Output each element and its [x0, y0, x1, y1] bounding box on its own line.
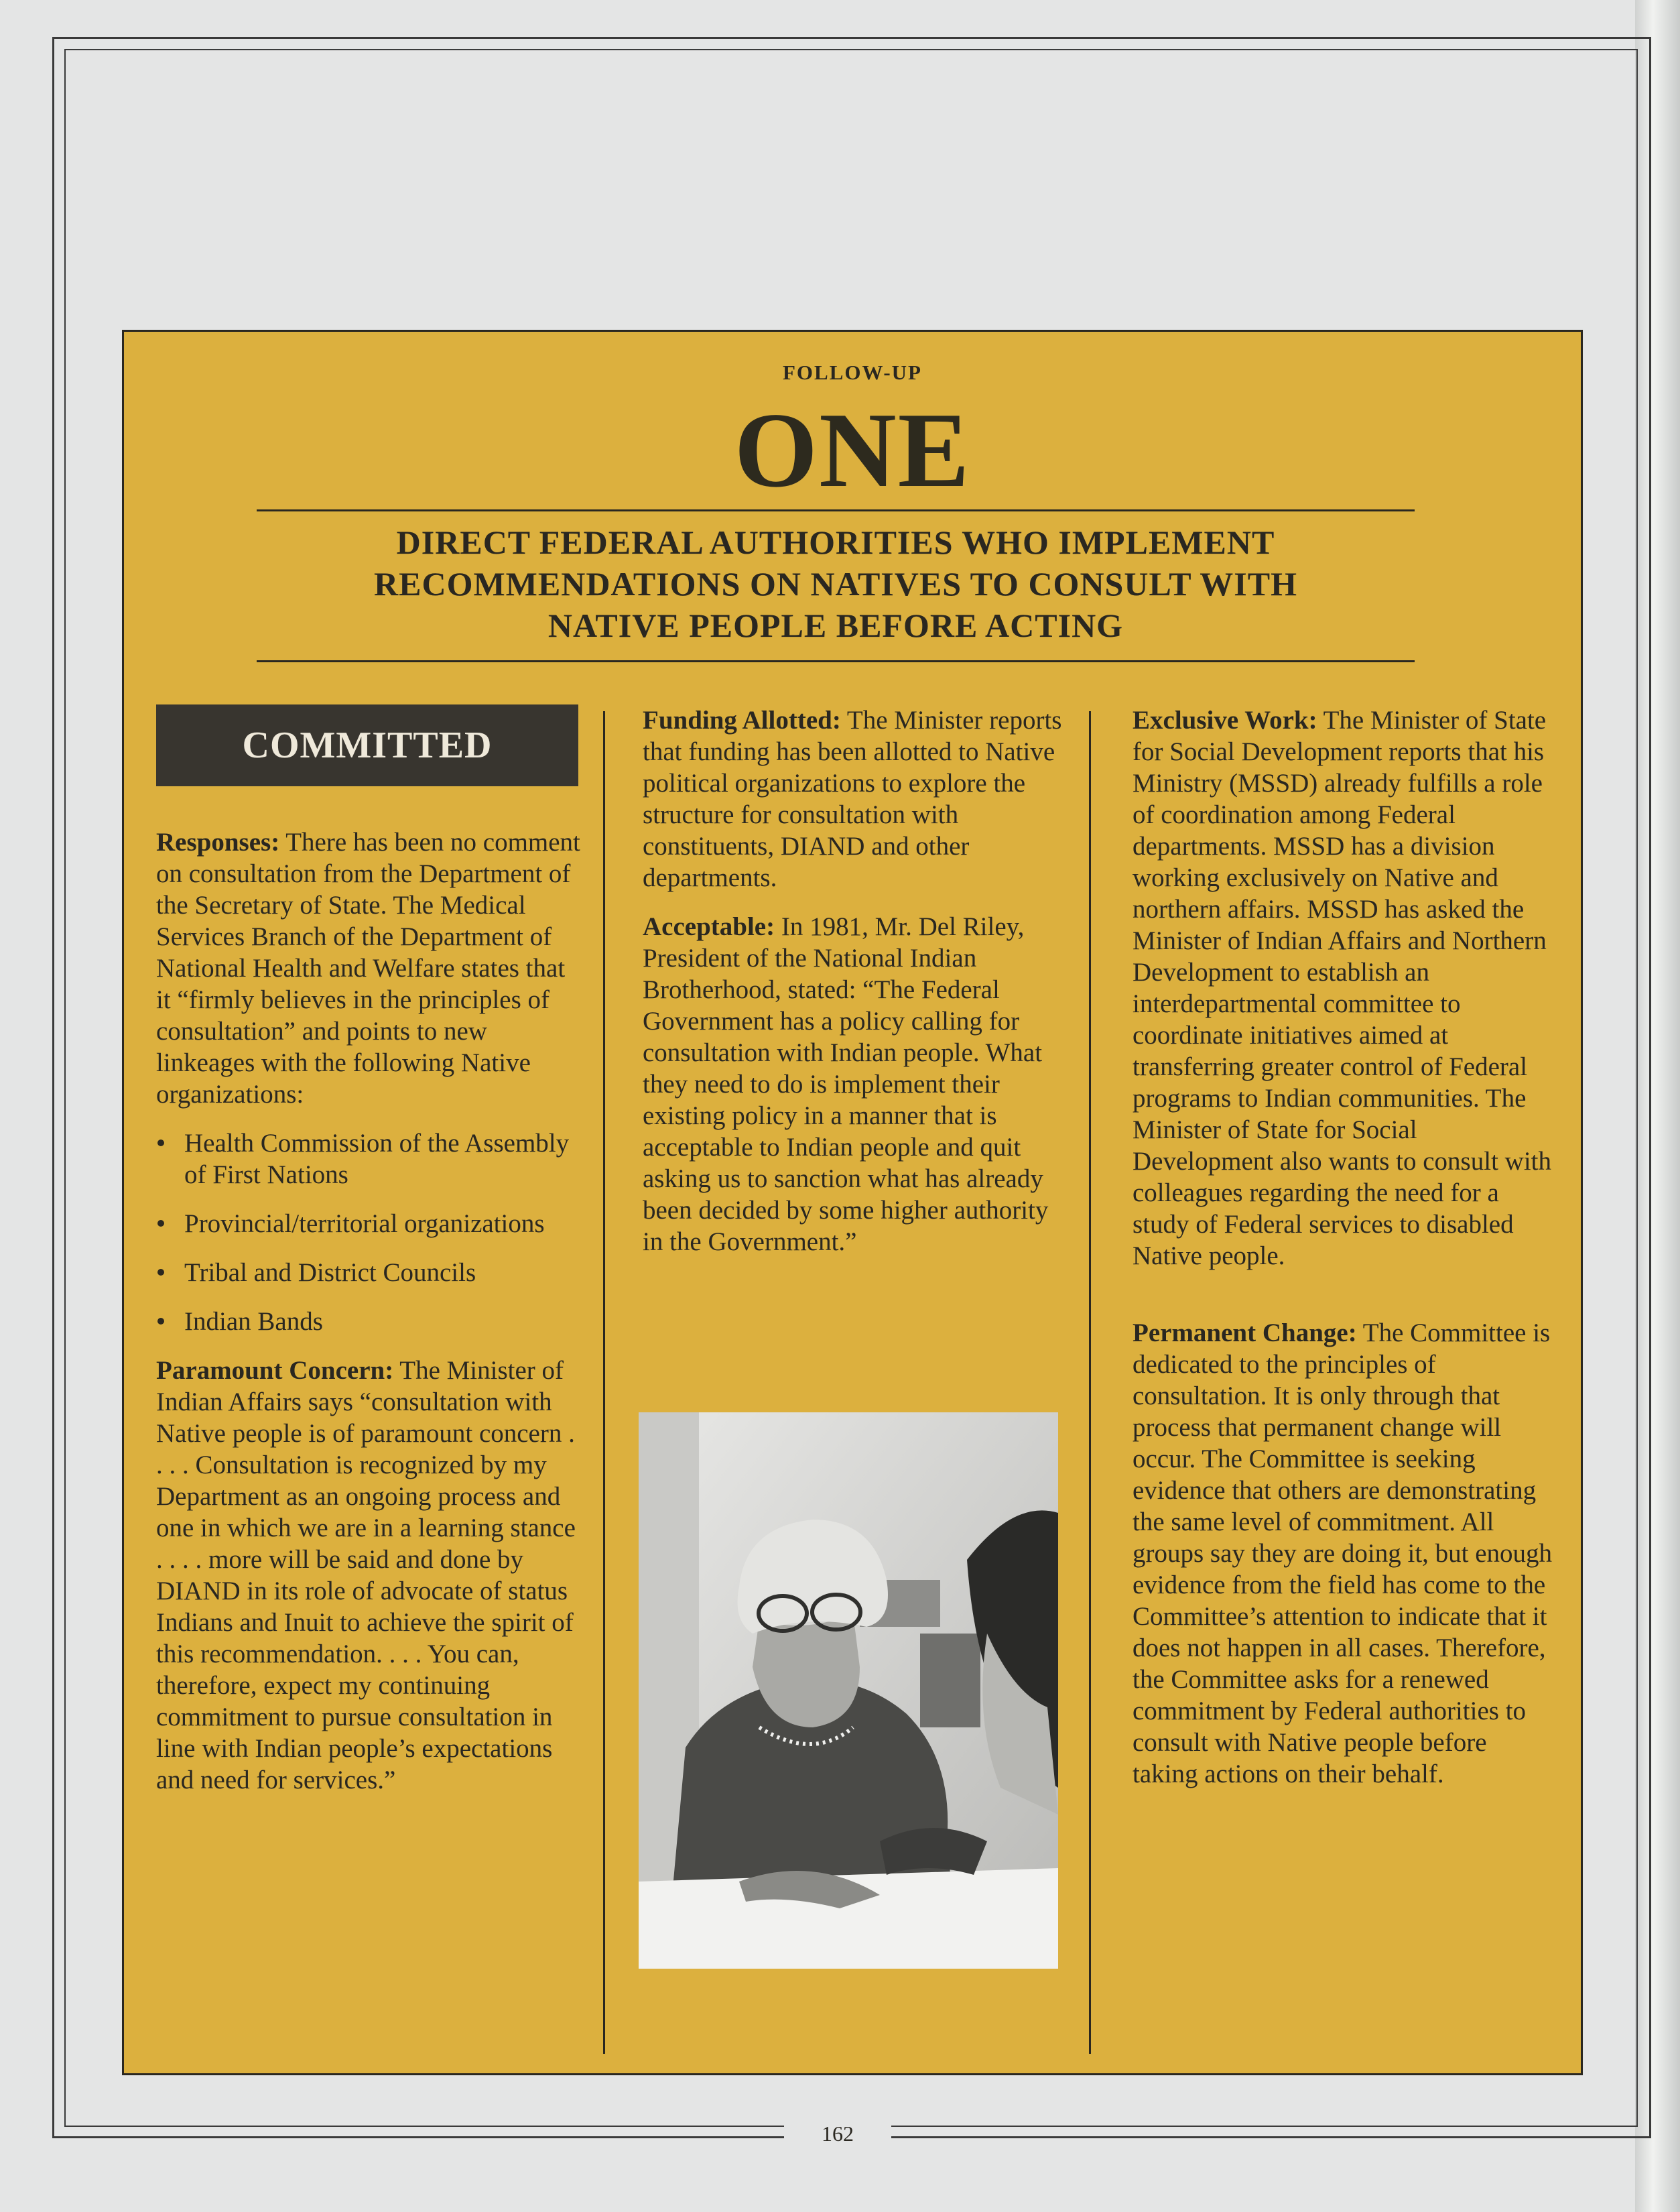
list-item-text: Health Commission of the Assembly of First Nations — [184, 1129, 570, 1189]
permanent-lead: Permanent Change: — [1133, 1318, 1357, 1347]
meeting-photo-illustration — [639, 1412, 1058, 1969]
list-item — [156, 1127, 585, 1190]
paramount-text: The Minister of Indian Affairs says “consultation with Native people is of paramount concern . . . . Consultation is recognized by my Department as an ongoing process and one in which we are in a learning stance . . . . more will be said and done by DIAND in its role of advocate of status Indians and Inuit to achieve the spirit of this recommendation. . . . You can, therefore, expect my continuing commitment to pursue consultation in line with Indian people’s expectations and need for services.” — [156, 1356, 576, 1794]
organizations-list — [156, 1127, 585, 1337]
permanent-paragraph — [1133, 1317, 1555, 1790]
page-number-wrap — [784, 2118, 891, 2149]
funding-lead: Funding Allotted: — [643, 706, 841, 735]
list-item — [156, 1208, 585, 1239]
recommendation-heading — [257, 521, 1415, 646]
bullet-icon — [157, 1140, 164, 1146]
list-item — [156, 1306, 585, 1337]
column-divider-right — [1089, 711, 1091, 2054]
list-item-text: Indian Bands — [184, 1307, 323, 1336]
follow-up-panel — [122, 330, 1583, 2075]
column-divider-left — [603, 711, 605, 2054]
meeting-photo — [639, 1412, 1058, 1969]
page-number: 162 — [822, 2122, 854, 2146]
paramount-paragraph — [156, 1355, 585, 1796]
responses-lead: Responses: — [156, 828, 280, 857]
acceptable-text: In 1981, Mr. Del Riley, President of the National Indian Brotherhood, stated: “The Federal Government has a policy calling for consultation with Indian people. What they need to do is implement their existing policy in a manner that is acceptable to Indian people and quit asking us to sanction what has already been decided by some higher authority in the Government.” — [643, 912, 1049, 1256]
responses-text: There has been no comment on consultation from the Department of the Secretary of State. The Medical Services Branch of the Department of National Health and Welfare states that it “firmly believes in the principles of consultation” and points to new linkeages with the following Native organizations: — [156, 828, 580, 1109]
list-item-text: Provincial/territorial organizations — [184, 1209, 545, 1238]
list-item-text: Tribal and District Councils — [184, 1258, 476, 1287]
funding-text: The Minister reports that funding has been allotted to Native political organizations to explore the structure for consultation with constituents, DIAND and other departments. — [643, 706, 1062, 892]
permanent-text: The Committee is dedicated to the principles of consultation. It is only through that process that permanent change will occur. The Committee is seeking evidence that others are demonstrating the same level of commitment. All groups say they are doing it, but enough evidence from the field has come to the Committee’s attention to indicate that it does not happen in all cases. Therefore, the Committee asks for a renewed commitment by Federal authorities to consult with Native people before taking actions on their behalf. — [1133, 1318, 1553, 1788]
status-badge-committed: COMMITTED — [156, 704, 578, 786]
follow-up-number-title: ONE — [734, 390, 971, 509]
heading-bottom-rule — [257, 660, 1415, 662]
exclusive-lead: Exclusive Work: — [1133, 706, 1317, 735]
heading-top-rule — [257, 509, 1415, 511]
funding-paragraph — [643, 704, 1072, 894]
bullet-icon — [157, 1220, 164, 1227]
responses-paragraph — [156, 826, 585, 1110]
left-column — [156, 826, 585, 1813]
middle-column — [643, 704, 1072, 1275]
heading-line: DIRECT FEDERAL AUTHORITIES WHO IMPLEMENT — [396, 524, 1275, 561]
heading-line: NATIVE PEOPLE BEFORE ACTING — [547, 607, 1124, 644]
exclusive-text: The Minister of State for Social Development reports that his Ministry (MSSD) already fulfills a role of coordination among Federal departments. MSSD has a division working exclusively on Native and northern affairs. MSSD has asked the Minister of Indian Affairs and Northern Development to establish an interdepartmental committee to coordinate initiatives aimed at transferring greater control of Federal programs to Indian communities. The Minister of State for Social Development also wants to consult with colleagues regarding the need for a study of Federal services to disabled Native people. — [1133, 706, 1551, 1270]
bullet-icon — [157, 1318, 164, 1325]
bullet-icon — [157, 1269, 164, 1276]
right-column — [1133, 704, 1555, 1807]
heading-line: RECOMMENDATIONS ON NATIVES TO CONSULT WITH — [374, 565, 1297, 603]
acceptable-lead: Acceptable: — [643, 912, 775, 941]
follow-up-kicker: FOLLOW-UP — [782, 361, 922, 384]
list-item — [156, 1257, 585, 1288]
acceptable-paragraph — [643, 911, 1072, 1257]
paramount-lead: Paramount Concern: — [156, 1356, 394, 1385]
exclusive-paragraph — [1133, 704, 1555, 1272]
